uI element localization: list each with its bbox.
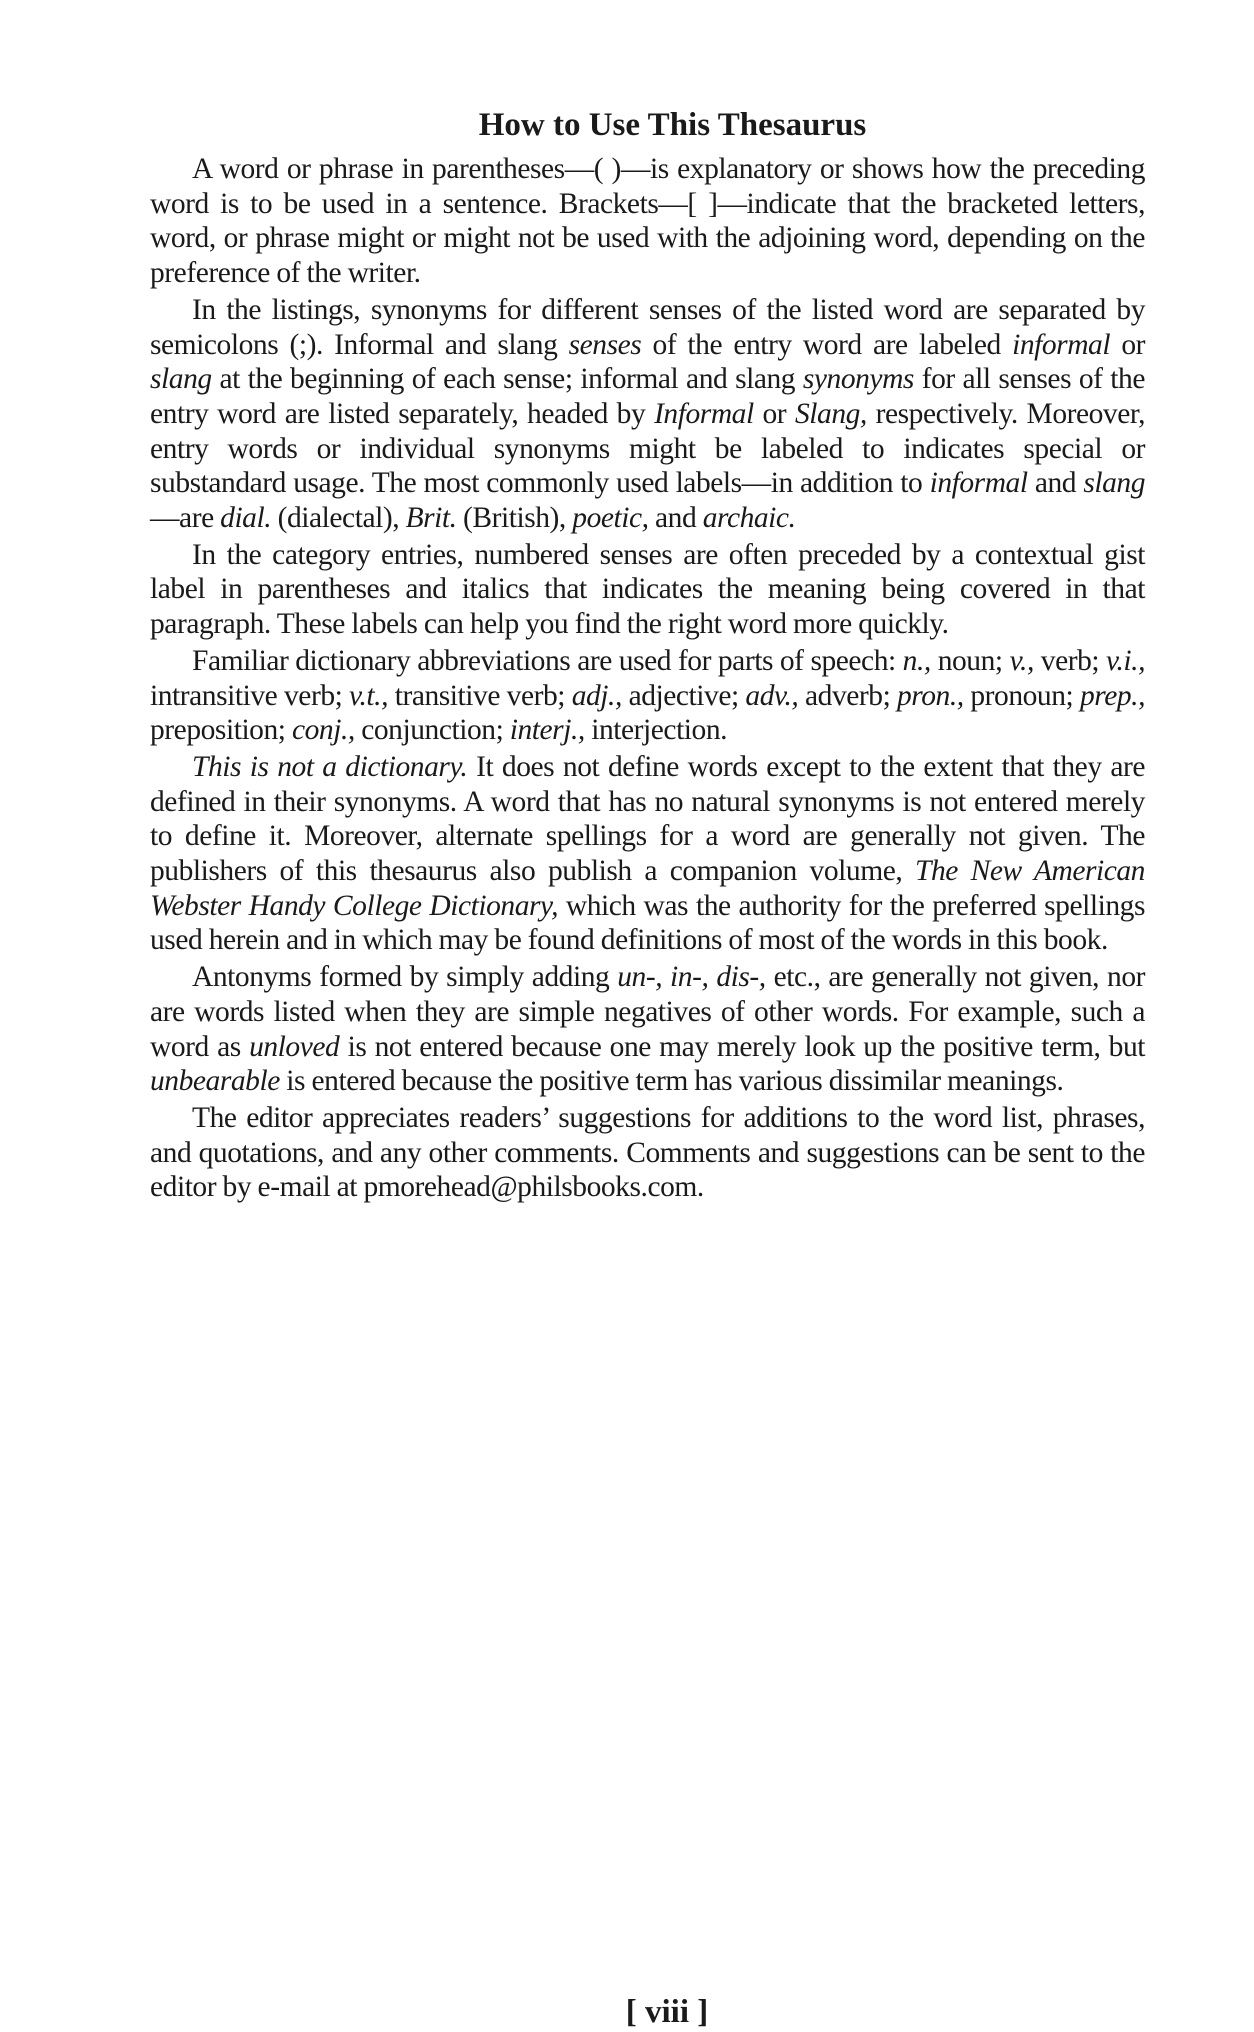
paragraph: In the category entries, numbered senses are often preceded by a contextual gist label in parentheses and italics that indicates the meaning being covered in that paragraph. These labels can help you find the right word more quickly. xyxy=(150,538,1145,641)
italic-term: senses xyxy=(568,328,642,361)
italic-term: synonyms xyxy=(802,363,914,396)
page-number: [ viii ] xyxy=(625,1994,709,2030)
paragraph: Antonyms formed by simply adding un-, in-, dis-, etc., are generally not given, nor are words listed when they are simple negatives of other words. For example, such a word as unloved is not entered because one may merely look up the positive term, but unbearable is entered because the positive term has various dissimilar meanings. xyxy=(150,961,1146,1098)
italic-term: v., xyxy=(1009,644,1034,677)
body-text xyxy=(150,152,1145,1205)
italic-term: conj., xyxy=(291,714,355,747)
italic-term: slang xyxy=(1083,467,1145,500)
italic-term: dial. xyxy=(220,502,272,535)
paragraph: This is not a dictionary. It does not define words except to the extent that they are defined in their synonyms. A word that has no natural synonyms is not entered merely to define it. Moreover, alternate spellings for a word are generally not given. The publishers of this thesaurus also publish a companion volume, The New American Webster Handy College Dictionary, which was the authority for the preferred spellings used herein and in which may be found definitions of most of the words in this book. xyxy=(150,750,1145,957)
italic-term: informal xyxy=(1012,328,1111,361)
italic-term: This is not a dictionary. xyxy=(192,750,468,783)
italic-term: interj., xyxy=(509,714,585,747)
italic-term: unbearable xyxy=(150,1065,280,1098)
italic-term: The New American Webster Handy College Dictionary, xyxy=(150,855,1145,922)
paragraph: A word or phrase in parentheses—( )—is explanatory or shows how the preceding word is to be used in a sentence. Brackets—[ ]—indicate that the bracketed letters, word, or phrase might or might not be used with the adjoining word, depending on the preference of the writer. xyxy=(150,153,1145,290)
page-title: How to Use This Thesaurus xyxy=(478,107,867,143)
italic-term: slang xyxy=(150,363,212,396)
page-body xyxy=(150,100,1145,1205)
italic-term: prep., xyxy=(1079,679,1145,712)
italic-term: adj., xyxy=(571,679,622,712)
paragraph: The editor appreciates readers’ suggestions for additions to the word list, phrases, and quotations, and any other comments. Comments and suggestions can be sent to the editor by e-mail at pmorehead@philsbooks.com. xyxy=(150,1101,1145,1204)
italic-term: Slang, xyxy=(794,397,867,430)
italic-term: adv., xyxy=(745,679,799,712)
italic-term: v.i., xyxy=(1106,644,1146,677)
italic-term: poetic, xyxy=(572,502,649,535)
italic-term: v.t., xyxy=(349,679,389,712)
italic-term: unloved xyxy=(249,1030,340,1063)
italic-term: Informal xyxy=(654,397,754,430)
italic-term: informal xyxy=(929,467,1028,500)
italic-term: archaic. xyxy=(702,502,796,535)
italic-term: pron., xyxy=(897,679,964,712)
italic-term: un-, in-, dis-, xyxy=(617,961,766,994)
italic-term: n., xyxy=(902,644,931,677)
italic-term: Brit. xyxy=(405,502,457,535)
paragraph: In the listings, synonyms for different senses of the listed word are separated by semicolons (;). Informal and slang senses of the entry word are labeled informal or slang at the beginning of each sense; informal and slang synonyms for all senses of the entry word are listed separately, headed by Informal or Slang, respectively. Moreover, entry words or individual synonyms might be labeled to indicates special or substandard usage. The most commonly used labels—in addition to informal and slang—are dial. (dialectal), Brit. (British), poetic, and archaic. xyxy=(150,293,1146,535)
paragraph: Familiar dictionary abbreviations are used for parts of speech: n., noun; v., verb; v.i., intransitive verb; v.t., transitive verb; adj., adjective; adv., adverb; pron., pronoun; prep., preposition; conj., conjunction; interj., interjection. xyxy=(150,644,1146,747)
